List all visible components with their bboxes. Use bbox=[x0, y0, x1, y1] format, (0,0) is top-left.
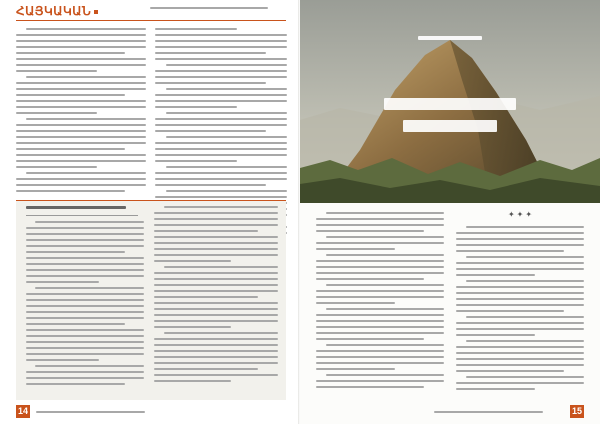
sidebar-column-1 bbox=[26, 221, 144, 393]
header-rule bbox=[16, 20, 286, 21]
page-number-right: 15 bbox=[571, 406, 582, 416]
issue-info bbox=[150, 7, 290, 11]
footer-text-right bbox=[434, 411, 564, 414]
magazine-logo-text: ՀԱՅԿԱԿԱՆ bbox=[16, 4, 92, 18]
sidebar-column-1-lines bbox=[26, 221, 144, 393]
left-text-column-1 bbox=[16, 28, 146, 198]
magazine-logo bbox=[16, 4, 98, 18]
sidebar-column-2 bbox=[154, 206, 278, 393]
right-column-2-lines bbox=[456, 226, 584, 392]
sidebar-column-2-lines bbox=[154, 206, 278, 393]
drop-cap bbox=[16, 28, 26, 41]
logo-square-icon bbox=[94, 10, 98, 14]
sidebar-box bbox=[16, 200, 286, 400]
sidebar-title-rule bbox=[26, 215, 138, 216]
right-column-1-lines bbox=[316, 212, 444, 392]
hero-image bbox=[300, 0, 600, 203]
page-number-left: 14 bbox=[17, 406, 28, 416]
left-column-1-lines bbox=[16, 28, 146, 198]
article-title bbox=[300, 98, 600, 118]
article-author bbox=[300, 36, 600, 46]
article-subtitle bbox=[300, 120, 600, 140]
section-separator: ✦✦✦ bbox=[507, 210, 535, 219]
sidebar-title bbox=[26, 206, 126, 211]
footer-text-left bbox=[36, 411, 166, 414]
right-page bbox=[300, 0, 600, 424]
right-text-column-1 bbox=[316, 212, 444, 392]
right-text-column-2 bbox=[456, 226, 584, 392]
